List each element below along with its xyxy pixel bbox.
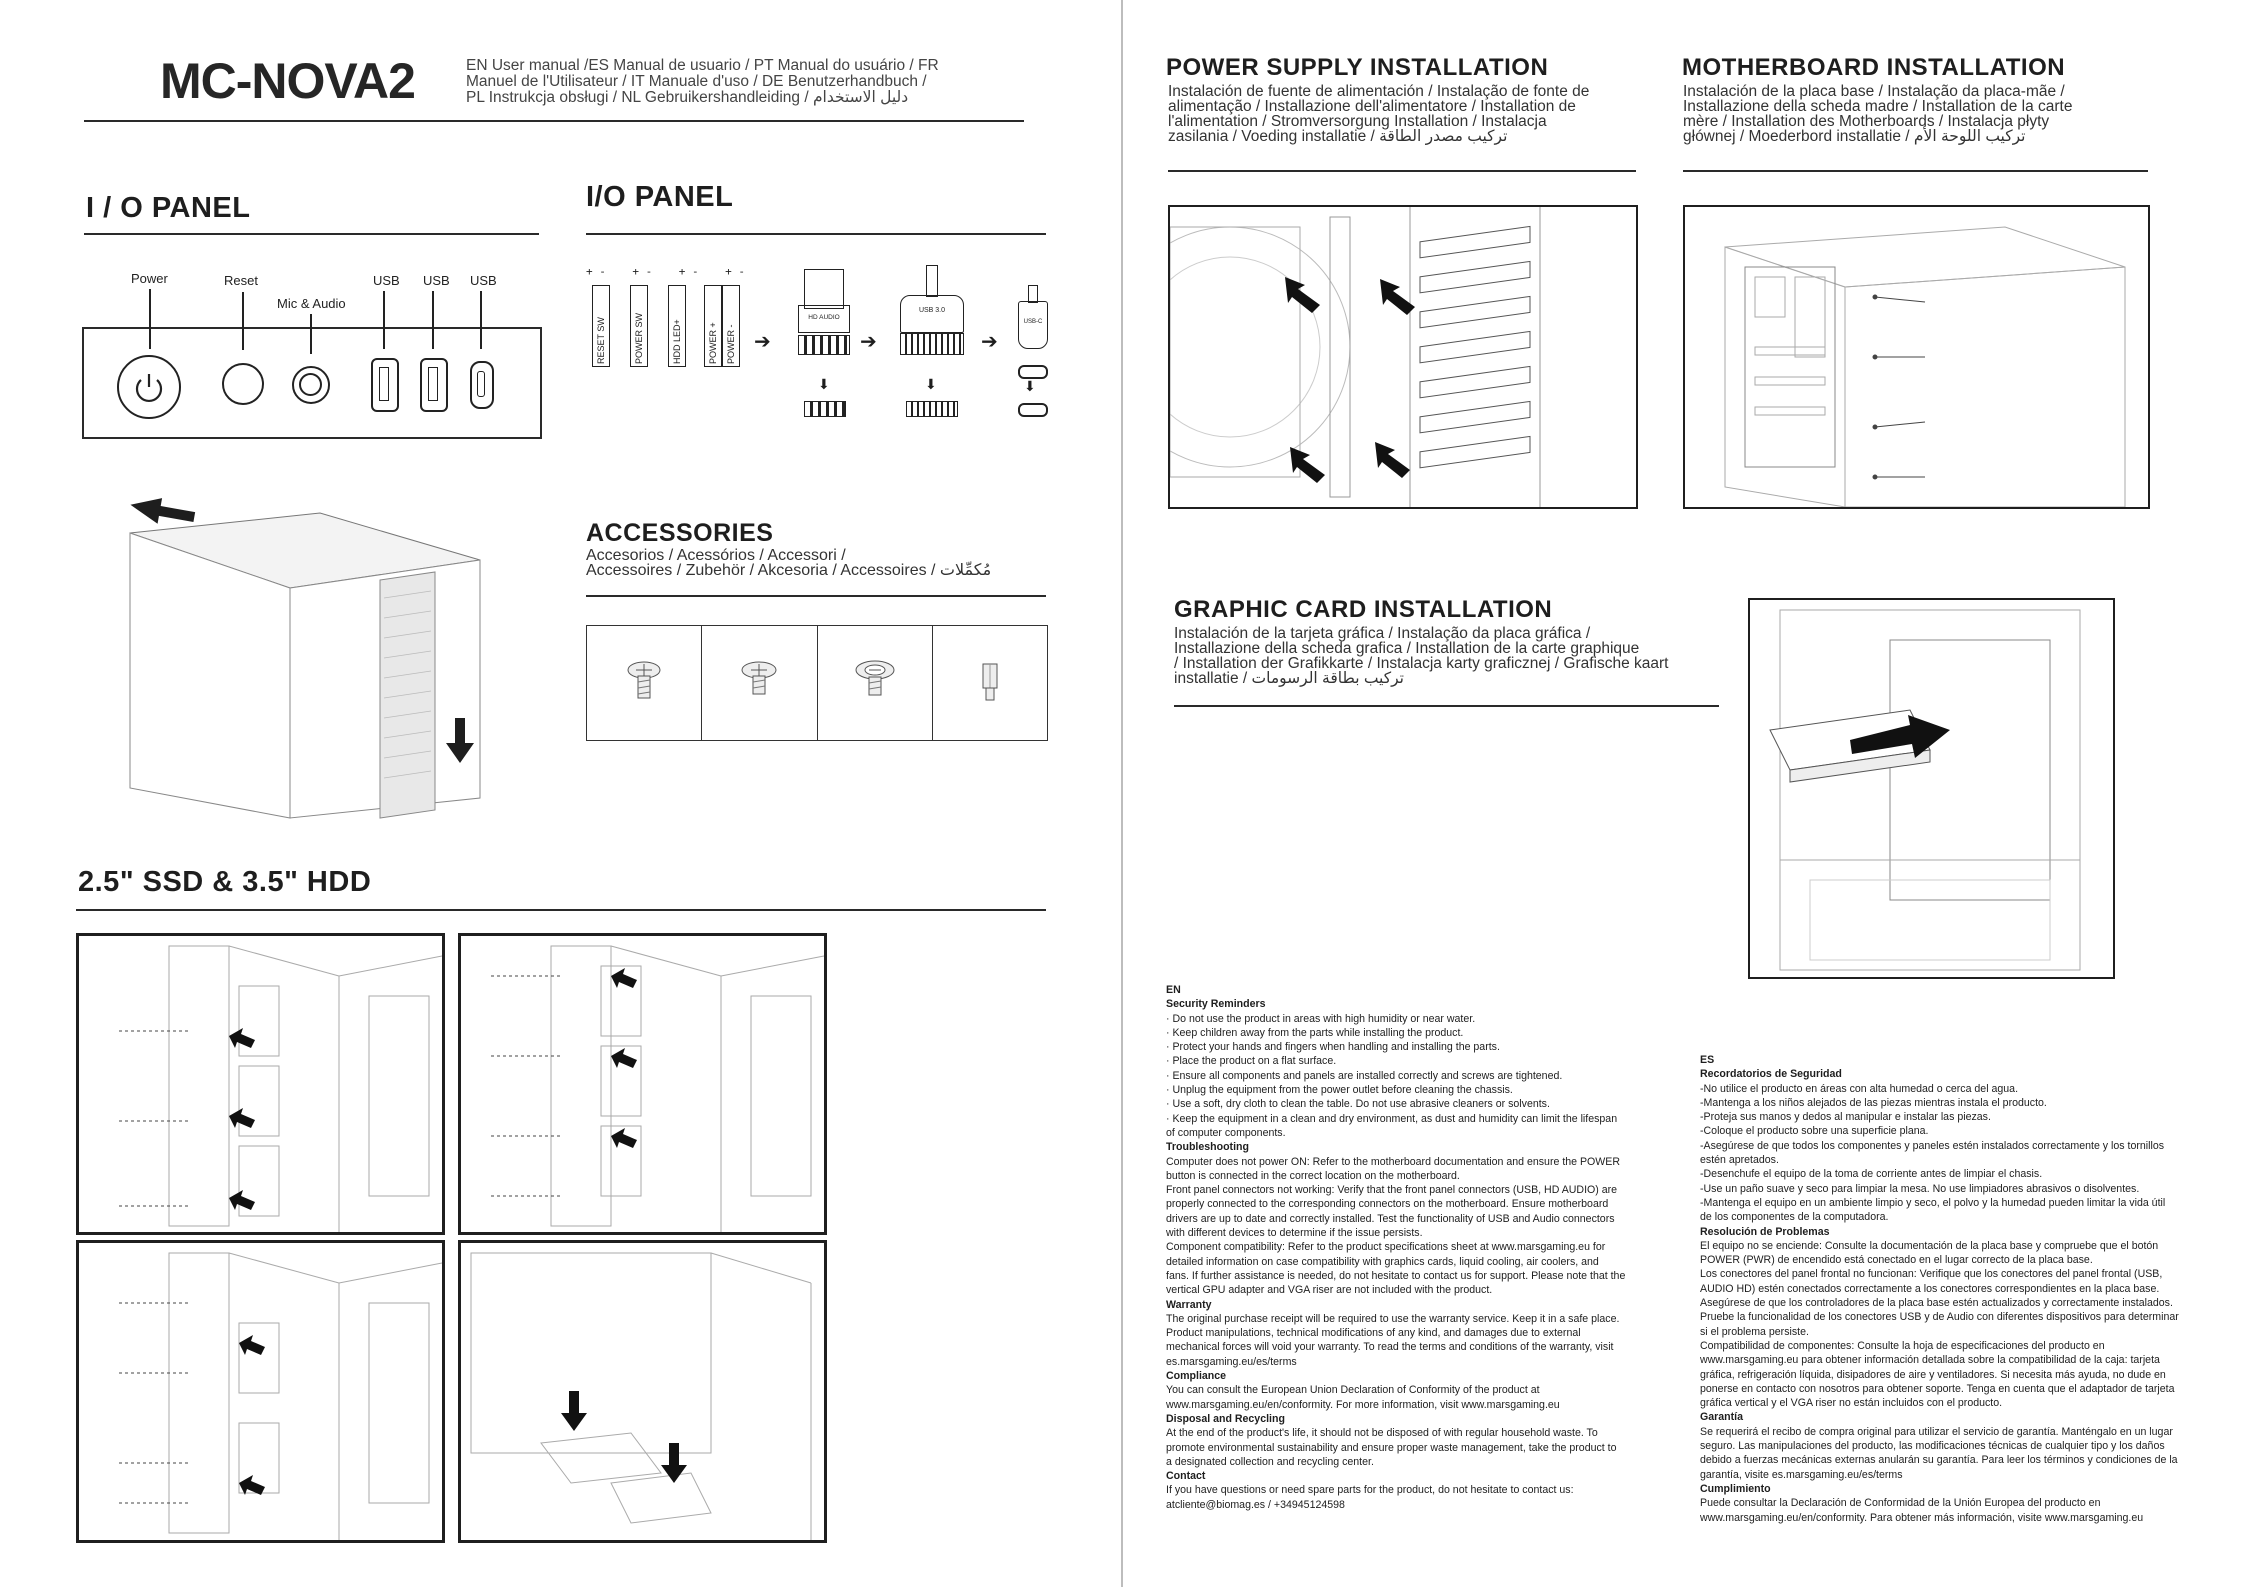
section-heading: Warranty — [1166, 1298, 1212, 1311]
arrow-down-icon — [661, 1443, 687, 1483]
instruction-line: seguro. Las manipulaciones del producto, las modificaciones técnicas de cualquier tipo y los daños — [1700, 1440, 2165, 1453]
instruction-line: Los conectores del panel frontal no funcionan: Verifique que los conectores del panel frontal (USB, — [1700, 1268, 2163, 1281]
instruction-line: AUDIO HD) estén conectados correctamente a los conectores correspondientes en la placa base. — [1700, 1282, 2160, 1295]
storage-rule — [76, 909, 1046, 911]
accessory-screw-2 — [702, 626, 817, 740]
io-panel-connectors-rule — [586, 233, 1046, 235]
instruction-line: with different devices to determine if the issue persists. — [1166, 1227, 1423, 1240]
section-heading: Recordatorios de Seguridad — [1700, 1068, 1842, 1081]
psu-title: POWER SUPPLY INSTALLATION — [1166, 54, 1549, 81]
storage-step-2 — [458, 933, 827, 1235]
instruction-line: Asegúrese de que los controladores de la placa base estén actualizados y correctamente instalados. — [1700, 1297, 2173, 1310]
arrow-right-icon-2: ➔ — [860, 331, 877, 353]
arrow-icon — [611, 1128, 637, 1148]
usb3-header — [906, 401, 958, 417]
accessory-screw-1 — [587, 626, 702, 740]
usb-label-2: USB — [423, 273, 450, 288]
arrow-down-small-icon-2: ⬇ — [925, 376, 937, 392]
io-panel-connectors-title: I/O PANEL — [586, 181, 734, 213]
instruction-line: -Proteja sus manos y dedos al manipular e instalar las piezas. — [1700, 1111, 1991, 1124]
instruction-line: garantía, visite es.marsgaming.eu/es/terms — [1700, 1468, 1903, 1481]
arrow-down-icon — [561, 1391, 587, 1431]
section-heading: Cumplimiento — [1700, 1482, 1771, 1495]
instruction-line: properly connected to the corresponding connectors on the motherboard. Ensure motherboard — [1166, 1198, 1609, 1211]
power-led-plus-connector: POWER + — [704, 285, 722, 367]
instruction-line: -Mantenga el equipo en un ambiente limpio y seco, el polvo y la humedad pueden limitar la vida útil — [1700, 1196, 2166, 1209]
instruction-line: a designated collection and recycling center. — [1166, 1455, 1374, 1468]
standoff-icon — [975, 658, 1005, 708]
gpu-illustration — [1748, 598, 2115, 979]
accessories-title: ACCESSORIES — [586, 519, 774, 547]
accessories-rule — [586, 595, 1046, 597]
instruction-line: Se requerirá el recibo de compra original para utilizar el servicio de garantía. Manténgalo en un lugar — [1700, 1425, 2173, 1438]
instruction-line: · Protect your hands and fingers when handling and installing the parts. — [1166, 1041, 1500, 1054]
gpu-rule — [1174, 705, 1719, 707]
arrow-icon — [229, 1190, 255, 1210]
instruction-line: -Desenchufe el equipo de la toma de corriente antes de limpiar el chasis. — [1700, 1168, 2043, 1181]
instruction-line: You can consult the European Union Declaration of Conformity of the product at — [1166, 1384, 1540, 1397]
power-led-minus-connector: POWER - — [722, 285, 740, 367]
power-icon — [119, 357, 179, 417]
usb-c-socket — [1018, 403, 1048, 417]
usb-c-cable: USB-C — [1016, 285, 1050, 357]
accessories-subtitle: Accesorios / Acessórios / Accessori / Accessoires / Zubehör / Akcesoria / Accessoires / مُكمِّلات — [586, 547, 992, 579]
hd-audio-header — [804, 401, 846, 417]
instruction-line: · Keep children away from the parts while installing the product. — [1166, 1026, 1464, 1039]
instruction-line: gráfica vertical y el VGA riser no están incluidos con el producto. — [1700, 1397, 2003, 1410]
instruction-line: -Coloque el producto sobre una superficie plana. — [1700, 1125, 1929, 1138]
screw-icon — [853, 658, 897, 708]
power-sw-connector: POWER SW — [630, 285, 648, 367]
io-panel-title: I / O PANEL — [86, 192, 251, 224]
screw-icon — [624, 658, 664, 708]
gpu-title: GRAPHIC CARD INSTALLATION — [1174, 596, 1553, 623]
usb-port-1 — [371, 358, 399, 412]
instruction-line: vertical GPU adapter and VGA riser are not included with the product. — [1166, 1284, 1493, 1297]
instruction-line: drivers are up to date and correctly installed. Test the functionality of USB and Audio connectors — [1166, 1212, 1615, 1225]
instruction-line: Pruebe la funcionalidad de los conectores USB y de Audio con diferentes dispositivos para determinar — [1700, 1311, 2179, 1324]
motherboard-illustration — [1683, 205, 2150, 509]
usb-port-2 — [420, 358, 448, 412]
instruction-line: ponerse en contacto con nosotros para obtener soporte. Tenga en cuenta que el adaptador de tarjeta — [1700, 1382, 2175, 1395]
case-side-panel-illustration — [100, 488, 500, 828]
instruction-line: · Use a soft, dry cloth to clean the table. Do not use abrasive cleaners or solvents. — [1166, 1098, 1550, 1111]
instruction-line: Computer does not power ON: Refer to the motherboard documentation and ensure the POWER — [1166, 1155, 1621, 1168]
page-fold — [1121, 0, 1123, 1587]
instruction-line: · Do not use the product in areas with high humidity or near water. — [1166, 1012, 1476, 1025]
instruction-line: · Keep the equipment in a clean and dry environment, as dust and humidity can limit the lifespan — [1166, 1112, 1618, 1125]
instruction-line: · Ensure all components and panels are installed correctly and screws are tightened. — [1166, 1069, 1563, 1082]
arrow-left-icon — [128, 493, 197, 530]
audio-jack-inner — [299, 373, 322, 396]
power-label: Power — [131, 271, 168, 286]
arrow-icon — [1285, 277, 1320, 313]
instruction-line: www.marsgaming.eu/en/conformity. Para obtener más información, visite www.marsgaming.eu — [1700, 1511, 2144, 1524]
hd-audio-connector: HD AUDIO — [798, 269, 848, 369]
instructions-es — [1700, 1053, 2179, 1525]
storage-step-1 — [76, 933, 445, 1235]
instruction-line: promote environmental sustainability and ensure proper waste management, take the product to — [1166, 1441, 1617, 1454]
arrow-right-icon: ➔ — [754, 331, 771, 353]
instruction-line: If you have questions or need spare parts for the product, do not hesitate to contact us: — [1166, 1484, 1574, 1497]
instruction-line: fans. If further assistance is needed, do not hesitate to contact us for support. Please note that the — [1166, 1269, 1626, 1282]
instruction-line: · Place the product on a flat surface. — [1166, 1055, 1337, 1068]
section-heading: Resolución de Problemas — [1700, 1225, 1830, 1238]
arrow-icon — [611, 968, 637, 988]
reset-sw-connector: RESET SW — [592, 285, 610, 367]
instruction-line: The original purchase receipt will be required to use the warranty service. Keep it in a safe place. — [1166, 1312, 1620, 1325]
instruction-line: estén apretados. — [1700, 1154, 1779, 1167]
section-heading: Contact — [1166, 1470, 1206, 1483]
hdd-led-connector: HDD LED+ — [668, 285, 686, 367]
gpu-subtitle: Instalación de la tarjeta gráfica / Instalação da placa gráfica / Installazione della scheda grafica / Installation de la carte graphique / Installation der Grafikkarte / Instalacja karty graficznej / Grafische kaart installatie / تركيب بطاقة الرسومات — [1174, 625, 1669, 687]
section-heading: Garantía — [1700, 1411, 1743, 1424]
section-heading: ES — [1700, 1054, 1715, 1066]
instruction-line: www.marsgaming.eu/en/conformity. For more information, visit www.marsgaming.eu — [1166, 1398, 1560, 1411]
instruction-line: atcliente@biomag.es / +34945124598 — [1166, 1498, 1345, 1511]
instruction-line: of computer components. — [1166, 1126, 1286, 1139]
arrow-icon — [239, 1475, 265, 1495]
arrow-right-icon-3: ➔ — [981, 331, 998, 353]
section-heading: Security Reminders — [1166, 998, 1266, 1011]
arrow-icon — [611, 1048, 637, 1068]
instruction-line: si el problema persiste. — [1700, 1325, 1809, 1338]
instruction-line: button is connected in the correct location on the motherboard. — [1166, 1169, 1460, 1182]
instruction-line: debido a fuerzas mecánicas externas anularán su garantía. Para leer los términos y condiciones de la — [1700, 1454, 2178, 1467]
section-heading: Compliance — [1166, 1370, 1227, 1383]
usb-label-3: USB — [470, 273, 497, 288]
section-heading: EN — [1166, 984, 1181, 996]
mic-audio-label: Mic & Audio — [277, 296, 346, 311]
instruction-line: -Mantenga a los niños alejados de las piezas mientras instala el producto. — [1700, 1096, 2047, 1109]
instructions-en — [1166, 983, 1625, 1512]
accessories-table — [586, 625, 1048, 741]
io-panel-rule — [84, 233, 539, 235]
arrow-icon — [239, 1335, 265, 1355]
section-heading: Troubleshooting — [1166, 1141, 1249, 1154]
reset-label: Reset — [224, 273, 258, 288]
instruction-line: detailed information on case compatibility with graphics cards, liquid cooling, air coolers, and — [1166, 1255, 1599, 1268]
motherboard-rule — [1683, 170, 2148, 172]
usb-label-1: USB — [373, 273, 400, 288]
accessory-screw-3 — [818, 626, 933, 740]
instruction-line: gráfica, refrigeración líquida, disipadores de aire y ventiladores. Si necesita más ayuda, no dude en — [1700, 1368, 2166, 1381]
instruction-line: El equipo no se enciende: Consulte la documentación de la placa base y compruebe que el botón — [1700, 1239, 2159, 1252]
instruction-line: -Use un paño suave y seco para limpiar la mesa. No use limpiadores abrasivos o disolventes. — [1700, 1182, 2140, 1195]
instruction-line: de los componentes de la computadora. — [1700, 1211, 1889, 1224]
instruction-line: At the end of the product's life, it should not be disposed of with regular household waste. To — [1166, 1427, 1598, 1440]
arrow-icon — [229, 1108, 255, 1128]
arrow-icon — [1290, 447, 1325, 483]
reset-button — [222, 363, 264, 405]
instruction-line: www.marsgaming.eu para obtener información detallada sobre la compatibilidad de la caja: tarjeta — [1700, 1354, 2160, 1367]
product-title: MC-NOVA2 — [160, 53, 415, 109]
motherboard-subtitle: Instalación de la placa base / Instalação da placa-mãe / Installazione della scheda madre / Installation de la carte mère / Installation des Motherboards / Instalacja płyty głównej / Moederbord installatie / تركيب اللوحة الأم — [1683, 83, 2073, 145]
instruction-line: · Unplug the equipment from the power outlet before cleaning the chassis. — [1166, 1084, 1513, 1097]
storage-step-3 — [76, 1240, 445, 1543]
psu-rule — [1168, 170, 1636, 172]
arrow-down-small-icon-3: ⬇ — [1024, 378, 1036, 394]
screw-icon — [739, 658, 779, 708]
instruction-line: Puede consultar la Declaración de Conformidad de la Unión Europea del producto en — [1700, 1497, 2101, 1510]
audio-jack — [292, 366, 330, 404]
power-button — [117, 355, 181, 419]
instruction-line: Front panel connectors not working: Verify that the front panel connectors (USB, HD AUDIO) are — [1166, 1184, 1618, 1197]
psu-illustration — [1168, 205, 1638, 509]
motherboard-title: MOTHERBOARD INSTALLATION — [1682, 54, 2066, 81]
instruction-line: Component compatibility: Refer to the product specifications sheet at www.marsgaming.eu for — [1166, 1241, 1606, 1254]
arrow-icon — [1375, 442, 1410, 478]
title-rule — [84, 120, 1024, 122]
instruction-line: es.marsgaming.eu/es/terms — [1166, 1355, 1297, 1368]
storage-title: 2.5" SSD & 3.5" HDD — [78, 866, 372, 898]
manual-languages: EN User manual /ES Manual de usuario / PT Manual do usuário / FR Manuel de l'Utilisateur / IT Manuale d'uso / DE Benutzerhandbuch / PL Instrukcja obsługi / NL Gebruikershandleiding / دليل الاستخدام — [466, 57, 939, 106]
usb-c-plug — [1018, 365, 1048, 379]
instruction-line: Product manipulations, technical modifications of any kind, and damages due to external — [1166, 1327, 1581, 1340]
arrow-down-small-icon: ⬇ — [818, 376, 830, 392]
arrow-icon — [229, 1028, 255, 1048]
psu-subtitle: Instalación de fuente de alimentación / Instalação de fonte de alimentação / Installazione dell'alimentatore / Installation de l'alimentation / Stromversorgung Installation / Instalacja zasilania / Voeding installatie / تركيب مصدر الطاقة — [1168, 83, 1590, 145]
section-heading: Disposal and Recycling — [1166, 1412, 1285, 1425]
accessory-standoff — [933, 626, 1047, 740]
instruction-line: -No utilice el producto en áreas con alta humedad o cerca del agua. — [1700, 1082, 2019, 1095]
io-connectors-diagram: + - + - + - + - RESET SW POWER SW HDD LED+ POWER + POWER - ➔ HD AUDIO ⬇ ➔ USB 3.0 ⬇ ➔ USB-C ⬇ — [586, 265, 1056, 455]
instruction-line: -Asegúrese de que todos los componentes y paneles estén instalados correctamente y los tornillos — [1700, 1139, 2165, 1152]
storage-step-4 — [458, 1240, 827, 1543]
usb3-connector: USB 3.0 — [896, 265, 966, 375]
instruction-line: POWER (PWR) de encendido está conectado en el lugar correcto de la placa base. — [1700, 1254, 2093, 1267]
instruction-line: mechanical forces will void your warranty. To read the terms and conditions of the warranty, visit — [1166, 1341, 1614, 1354]
usb-c-port — [470, 361, 494, 409]
instruction-line: Compatibilidad de componentes: Consulte la hoja de especificaciones del producto en — [1700, 1339, 2105, 1352]
